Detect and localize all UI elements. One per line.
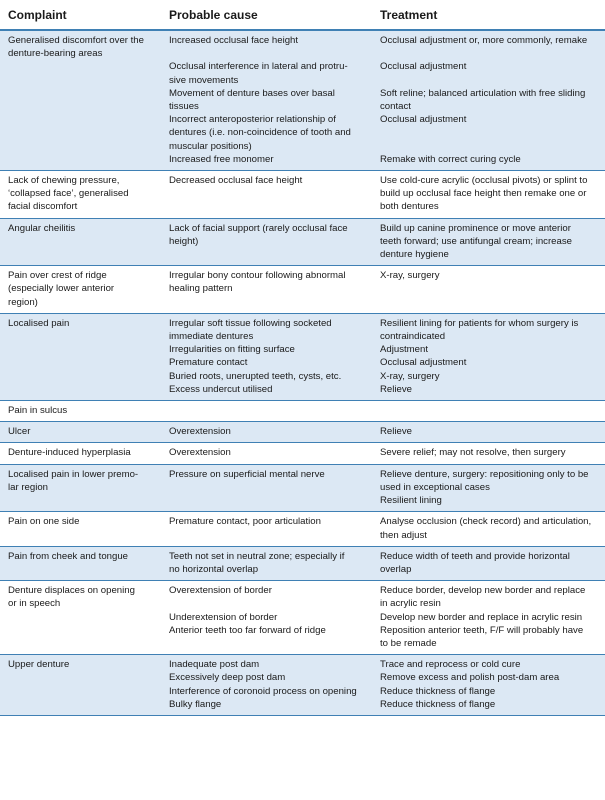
cell-line (380, 140, 601, 153)
probable-cause-cell (161, 401, 372, 422)
cell-line: Use cold-cure acrylic (occlusal pivots) or splint to (380, 175, 588, 187)
cell-line: Overextension (169, 426, 231, 438)
cell-line: healing pattern (169, 283, 233, 295)
probable-cause-cell (161, 422, 372, 443)
cell-line: Overextension of border (169, 585, 272, 597)
treatment-cell (372, 546, 605, 580)
complaint-cell (0, 218, 161, 266)
cell-line: sive movements (169, 74, 239, 86)
treatment-cell (372, 512, 605, 546)
cell-line: denture hygiene (380, 249, 449, 261)
table-row (0, 218, 605, 266)
cell-line: tissues (169, 101, 199, 113)
table-row (0, 266, 605, 314)
cell-line: Build up canine prominence or move anterior (380, 222, 571, 234)
complaint-cell (0, 655, 161, 716)
complaint-cell (0, 443, 161, 464)
cell-line: Pain in sulcus (8, 405, 68, 417)
cell-line: Incorrect anteroposterior relationship of (169, 114, 336, 126)
cell-line: Soft reline; balanced articulation with free sliding (380, 87, 586, 99)
cell-line: Underextension of border (169, 611, 278, 623)
table-row (0, 655, 605, 716)
cell-line: height) (169, 235, 199, 247)
complaint-cell (0, 401, 161, 422)
cell-line: muscular positions) (169, 140, 252, 152)
probable-cause-cell (161, 30, 372, 171)
cell-line: region) (8, 296, 38, 308)
cell-line: Irregular bony contour following abnormal (169, 270, 346, 282)
cell-line: Premature contact, poor articulation (169, 516, 321, 528)
cell-line: both dentures (380, 201, 439, 213)
table-row (0, 443, 605, 464)
cell-line: Relieve (380, 426, 412, 438)
cell-line: Localised pain in lower premo- (8, 468, 139, 480)
header-row (0, 0, 605, 30)
cell-line: Movement of denture bases over basal (169, 87, 335, 99)
cell-line: Buried roots, unerupted teeth, cysts, etc. (169, 370, 342, 382)
cell-line: Overextension (169, 447, 231, 459)
cell-line: Teeth not set in neutral zone; especially if (169, 550, 345, 562)
table-row (0, 464, 605, 512)
table-body (0, 30, 605, 715)
probable-cause-cell (161, 218, 372, 266)
cell-line: Resilient lining (380, 495, 442, 507)
cell-line: ‘collapsed face’, generalised (8, 188, 129, 200)
cell-line: contact (380, 101, 411, 113)
cell-line (169, 47, 368, 60)
treatment-cell (372, 655, 605, 716)
cell-line: Decreased occlusal face height (169, 175, 303, 187)
probable-cause-cell (161, 171, 372, 219)
cell-line: Lack of chewing pressure, (8, 175, 120, 187)
probable-cause-cell (161, 512, 372, 546)
table-row (0, 30, 605, 171)
probable-cause-cell (161, 546, 372, 580)
table-row (0, 171, 605, 219)
cell-line: Relieve denture, surgery: repositioning only to be (380, 468, 589, 480)
cell-line: Increased occlusal face height (169, 35, 299, 46)
complaint-cell (0, 512, 161, 546)
cell-line: contraindicated (380, 331, 446, 343)
complaint-cell (0, 422, 161, 443)
complaint-cell (0, 266, 161, 314)
cell-line: Occlusal adjustment or, more commonly, remake (380, 35, 588, 46)
cell-line: Remake with correct curing cycle (380, 153, 521, 165)
cell-line: Pain from cheek and tongue (8, 550, 129, 562)
cell-line: Reposition anterior teeth, F/F will probably have (380, 624, 584, 636)
header-treatment: Treatment (372, 0, 605, 30)
probable-cause-cell (161, 313, 372, 400)
table-row (0, 512, 605, 546)
cell-line: Inadequate post dam (169, 659, 260, 671)
cell-line: in acrylic resin (380, 598, 441, 610)
cell-line: Angular cheilitis (8, 222, 76, 234)
cell-line: Interference of coronoid process on opening (169, 685, 357, 697)
cell-line: Upper denture (8, 659, 70, 671)
cell-line: Irregular soft tissue following socketed (169, 317, 332, 329)
cell-line (380, 126, 601, 139)
probable-cause-cell (161, 443, 372, 464)
probable-cause-cell (161, 581, 372, 655)
cell-line: Adjustment (380, 344, 428, 356)
table-row (0, 401, 605, 422)
cell-line: Reduce thickness of flange (380, 685, 496, 697)
complaint-cell (0, 30, 161, 171)
cell-line: teeth forward; use antifungal cream; increase (380, 235, 572, 247)
table-row (0, 422, 605, 443)
cell-line: Increased free monomer (169, 153, 274, 165)
cell-line: dentures (i.e. non-coincidence of tooth and (169, 127, 351, 139)
cell-line: Bulky flange (169, 698, 222, 710)
probable-cause-cell (161, 464, 372, 512)
cell-line: X-ray, surgery (380, 370, 440, 382)
cell-line: no horizontal overlap (169, 563, 259, 575)
cell-line: Reduce thickness of flange (380, 698, 496, 710)
probable-cause-cell (161, 655, 372, 716)
cell-line: Severe relief; may not resolve, then surgery (380, 447, 566, 459)
complaint-cell (0, 546, 161, 580)
cell-line: immediate dentures (169, 331, 254, 343)
cell-line (380, 47, 601, 60)
table-row (0, 581, 605, 655)
cell-line: facial discomfort (8, 201, 78, 213)
cell-line: Remove excess and polish post-dam area (380, 672, 560, 684)
cell-line: overlap (380, 563, 412, 575)
table-row (0, 313, 605, 400)
cell-line: Premature contact (169, 357, 248, 369)
cell-line: Pressure on superficial mental nerve (169, 468, 325, 480)
treatment-cell (372, 218, 605, 266)
cell-line: denture-bearing areas (8, 48, 103, 60)
cell-line: to be remade (380, 637, 437, 649)
header-complaint: Complaint (0, 0, 161, 30)
cell-line: Relieve (380, 383, 412, 395)
treatment-cell (372, 581, 605, 655)
treatment-cell (372, 464, 605, 512)
treatment-cell (372, 266, 605, 314)
treatment-cell (372, 313, 605, 400)
probable-cause-cell (161, 266, 372, 314)
treatment-cell (372, 401, 605, 422)
treatment-cell (372, 443, 605, 464)
table-row (0, 546, 605, 580)
cell-line (380, 74, 601, 87)
cell-line: Lack of facial support (rarely occlusal face (169, 222, 348, 234)
treatment-cell (372, 30, 605, 171)
cell-line: (especially lower anterior (8, 283, 115, 295)
cell-line: Reduce border, develop new border and replace (380, 585, 586, 597)
cell-line (169, 597, 368, 610)
cell-line: Localised pain (8, 317, 70, 329)
cell-line: Trace and reprocess or cold cure (380, 659, 521, 671)
cell-line: Occlusal adjustment (380, 357, 467, 369)
cell-line: Occlusal adjustment (380, 61, 467, 73)
cell-line: Denture-induced hyperplasia (8, 447, 131, 459)
complaint-cell (0, 464, 161, 512)
cell-line: or in speech (8, 598, 61, 610)
cell-line: lar region (8, 481, 48, 493)
complaint-cell (0, 171, 161, 219)
cell-line: Reduce width of teeth and provide horizontal (380, 550, 570, 562)
cell-line: Anterior teeth too far forward of ridge (169, 624, 326, 636)
cell-line: Develop new border and replace in acrylic resin (380, 611, 583, 623)
complaint-cell (0, 313, 161, 400)
cell-line: then adjust (380, 529, 427, 541)
complaint-cell (0, 581, 161, 655)
cell-line: Ulcer (8, 426, 31, 438)
cell-line: Irregularities on fitting surface (169, 344, 295, 356)
cell-line: Excess undercut utilised (169, 383, 273, 395)
cell-line: build up occlusal face height then remake one or (380, 188, 587, 200)
header-probable-cause: Probable cause (161, 0, 372, 30)
cell-line: Denture displaces on opening (8, 585, 135, 597)
cell-line: X-ray, surgery (380, 270, 440, 282)
cell-line: Generalised discomfort over the (8, 35, 144, 46)
cell-line: Occlusal interference in lateral and protru- (169, 61, 348, 73)
cell-line: Resilient lining for patients for whom surgery is (380, 317, 579, 329)
cell-line: Occlusal adjustment (380, 114, 467, 126)
treatment-cell (372, 171, 605, 219)
cell-line: used in exceptional cases (380, 481, 490, 493)
cell-line: Pain over crest of ridge (8, 270, 107, 282)
cell-line: Analyse occlusion (check record) and articulation, (380, 516, 592, 528)
cell-line: Excessively deep post dam (169, 672, 286, 684)
treatment-cell (372, 422, 605, 443)
cell-line: Pain on one side (8, 516, 80, 528)
